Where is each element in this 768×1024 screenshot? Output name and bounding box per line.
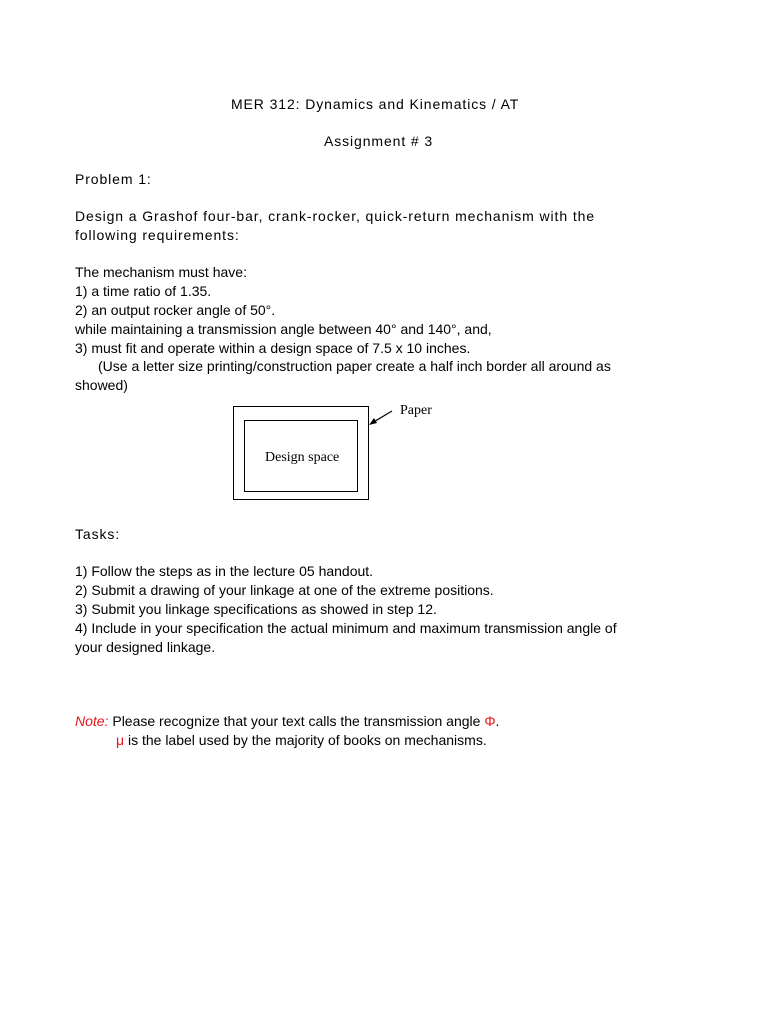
arrow-icon	[366, 404, 396, 428]
design-space-label: Design space	[265, 450, 340, 465]
note-label: Note:	[75, 713, 109, 729]
note-period: .	[495, 713, 500, 729]
requirements-intro: The mechanism must have:	[75, 264, 247, 280]
task-1: 1) Follow the steps as in the lecture 05 handout.	[75, 563, 374, 579]
task-2: 2) Submit a drawing of your linkage at one of the extreme positions.	[75, 582, 494, 598]
problem-label: Problem 1:	[75, 171, 152, 187]
note-text2: is the label used by the majority of books on mechanisms.	[124, 732, 487, 748]
phi-symbol: Φ	[484, 713, 496, 729]
tasks-heading: Tasks:	[75, 526, 121, 542]
requirement-1: 1) a time ratio of 1.35.	[75, 283, 212, 299]
problem-statement-line1: Design a Grashof four-bar, crank-rocker, quick-return mechanism with the	[75, 208, 595, 224]
note-line1	[75, 712, 499, 730]
problem-statement-line2: following requirements:	[75, 227, 240, 243]
requirement-3: 3) must fit and operate within a design space of 7.5 x 10 inches.	[75, 340, 471, 356]
note-line2	[116, 731, 487, 749]
task-4-line2: your designed linkage.	[75, 639, 216, 655]
mu-symbol: μ	[116, 732, 125, 748]
transmission-angle-constraint: while maintaining a transmission angle between 40° and 140°, and,	[75, 321, 492, 337]
course-title: MER 312: Dynamics and Kinematics / AT	[231, 96, 520, 112]
assignment-title: Assignment # 3	[324, 133, 434, 149]
note-text1: Please recognize that your text calls the transmission angle	[108, 713, 485, 729]
requirement-2: 2) an output rocker angle of 50°.	[75, 302, 276, 318]
paper-instruction-line2: showed)	[75, 377, 128, 393]
task-4-line1: 4) Include in your specification the actual minimum and maximum transmission angle of	[75, 620, 617, 636]
paper-label: Paper	[400, 403, 432, 418]
task-3: 3) Submit you linkage specifications as showed in step 12.	[75, 601, 437, 617]
paper-instruction-line1: (Use a letter size printing/construction paper create a half inch border all around as	[98, 358, 611, 374]
